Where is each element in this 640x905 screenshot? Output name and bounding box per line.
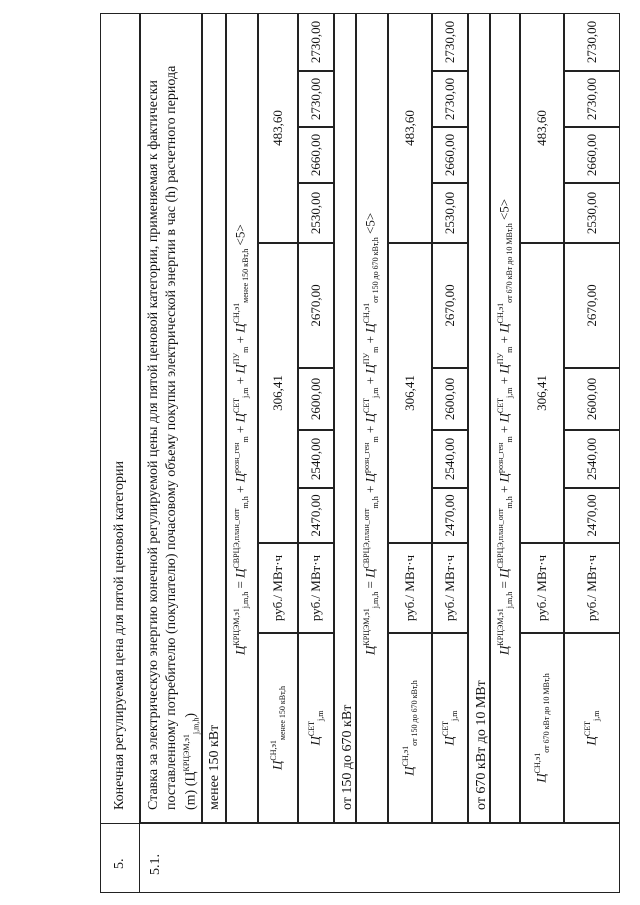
section-2-unit-cell: руб./ МВт·ч [388,543,432,633]
section-3-v5: 2660,00 [564,127,620,183]
section-1-v2: 2600,00 [298,368,334,430]
num-column [100,823,620,893]
section-2-v7: 2730,00 [432,13,468,71]
section-1-heading-row [202,13,226,823]
section-1-v4: 2530,00 [298,183,334,243]
section-3-heading-row [468,13,490,823]
section-1-formula-row [226,13,258,823]
section-1-formula: $Ц^{КРЦЭМ,э1}_{j,m,h} = Ц^{СВРЦЭ,план\_опт}_{m,h} + Ц^{розн\_ген}_m + Ц^{СЕТ}_{j,m} + Ц^{ПУ}_m + Ц^{СН,э1}_{менее 150 кВт,h} <5>$ [232,224,250,655]
row-5-number: 5. [112,858,127,869]
section-2-v2: 2600,00 [432,368,468,430]
section-3-set-label: $Ц^{СЕТ}_{j,m}$ [564,633,620,823]
section-2-v4: 2530,00 [432,183,468,243]
section-2-v1: 2540,00 [432,430,468,488]
section-1-set-label: $Ц^{СЕТ}_{j,m}$ [298,633,334,823]
section-3-label-cell: $Ц^{СН,э1}_{от 670 кВт до 10 МВт,h}$ [520,633,564,823]
section-3-v6: 2730,00 [564,71,620,127]
section-3-v1: 2540,00 [564,430,620,488]
section-2-label-cell: $Ц^{СН,э1}_{от 150 до 670 кВт,h}$ [388,633,432,823]
section-1-heading: менее 150 кВт [207,724,222,810]
section-2-v6: 2730,00 [432,71,468,127]
section-1-label-cell: $Ц^{СН,э1}_{менее 150 кВт,h}$ [258,633,298,823]
row-51-number: 5.1. [148,854,163,875]
section-2-v0: 2470,00 [432,488,468,543]
section-2-formula: $Ц^{КРЦЭМ,э1}_{j,m,h} = Ц^{СВРЦЭ,план\_опт}_{m,h} + Ц^{розн\_ген}_m + Ц^{СЕТ}_{j,m} + Ц^{ПУ}_m + Ц^{СН,э1}_{от 150 до 670 кВт,h} <5>$ [362,212,380,655]
section-3-value-a: 306,41 [520,243,564,543]
section-1-unit-cell: руб./ МВт·ч [258,543,298,633]
row-51-desc-bottom [140,13,202,823]
section-1-set-unit: руб./ МВт·ч [298,543,334,633]
section-3-formula-row [490,13,520,823]
section-3-unit-cell: руб./ МВт·ч [520,543,564,633]
section-1-v7: 2730,00 [298,13,334,71]
row-51-line2: поставленному потребителю (покупателю) почасовому объему покупки электрической энергии в час (h) расчетного периода [164,65,179,810]
section-1-v6: 2730,00 [298,71,334,127]
row-5-title: Конечная регулируемая цена для пятой ценовой категории [112,461,127,810]
section-3-v7: 2730,00 [564,13,620,71]
row-51-line1: Ставка за электрическую энергию конечной регулируемой цены для пятой ценовой категории, применяемая к фактически [146,80,161,810]
section-3-heading: от 670 кВт до 10 МВт [474,680,489,810]
section-2-v3: 2670,00 [432,243,468,368]
section-3-v4: 2530,00 [564,183,620,243]
section-2-heading: от 150 до 670 кВт [340,704,355,810]
section-3-v3: 2670,00 [564,243,620,368]
section-1-v5: 2660,00 [298,127,334,183]
section-3-set-unit: руб./ МВт·ч [564,543,620,633]
section-2-heading-row [334,13,356,823]
section-1-value-b: 483,60 [258,13,298,243]
section-2-formula-row [356,13,388,823]
section-1-v0: 2470,00 [298,488,334,543]
section-3-v2: 2600,00 [564,368,620,430]
section-3-v0: 2470,00 [564,488,620,543]
section-3-value-b: 483,60 [520,13,564,243]
section-2-set-label: $Ц^{СЕТ}_{j,m}$ [432,633,468,823]
section-2-set-unit: руб./ МВт·ч [432,543,468,633]
section-3-formula: $Ц^{КРЦЭМ,э1}_{j,m,h} = Ц^{СВРЦЭ,план\_опт}_{m,h} + Ц^{розн\_ген}_m + Ц^{СЕТ}_{j,m} + Ц^{ПУ}_m + Ц^{СН,э1}_{от 670 кВт до 10 МВт,h} <5>$ [496,198,514,655]
row-51-line3: (m) $(Ц^{КРЦЭМ,э1}_{j,m,h})$ [182,712,201,810]
section-1-v3: 2670,00 [298,243,334,368]
section-2-value-a: 306,41 [388,243,432,543]
section-1-v1: 2540,00 [298,430,334,488]
section-2-value-b: 483,60 [388,13,432,243]
section-1-value-a: 306,41 [258,243,298,543]
section-2-v5: 2660,00 [432,127,468,183]
